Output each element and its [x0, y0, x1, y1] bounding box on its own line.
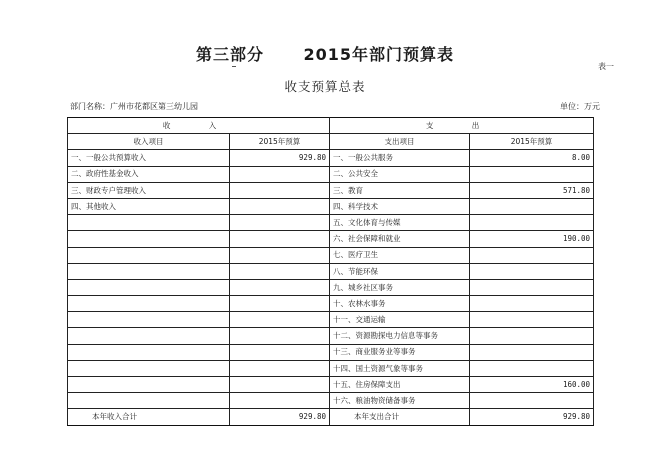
income-item-cell: [68, 279, 230, 295]
income-item-cell: 三、财政专户管理收入: [68, 182, 230, 198]
total-expense-label: 本年支出合计: [330, 409, 470, 425]
expense-item-cell: 七、医疗卫生: [330, 247, 470, 263]
total-income-label: 本年收入合计: [68, 409, 230, 425]
table-row: [68, 215, 594, 231]
table-subtitle: 收支预算总表: [284, 79, 366, 94]
total-expense-amount: 929.80: [470, 409, 594, 425]
income-amount-cell: [230, 296, 330, 312]
expense-amount-cell: [470, 279, 594, 295]
expense-item-cell: 十、农林水事务: [330, 296, 470, 312]
budget-summary-table: [67, 117, 594, 426]
table-row: [68, 344, 594, 360]
expense-amount-cell: [470, 344, 594, 360]
expense-amount-cell: 8.00: [470, 150, 594, 166]
department-line: [70, 101, 198, 112]
total-income-amount: 929.80: [230, 409, 330, 425]
income-amount-cell: [230, 360, 330, 376]
income-amount-cell: [230, 263, 330, 279]
income-amount-cell: [230, 198, 330, 214]
income-amount-cell: [230, 231, 330, 247]
expense-amount-cell: [470, 328, 594, 344]
expense-item-cell: 二、公共安全: [330, 166, 470, 182]
income-amount-cell: [230, 279, 330, 295]
dash-mark: [232, 66, 236, 67]
expense-item-cell: 一、一般公共服务: [330, 150, 470, 166]
income-item-cell: 四、其他收入: [68, 198, 230, 214]
expense-amount-cell: 190.00: [470, 231, 594, 247]
income-item-cell: [68, 344, 230, 360]
income-amount-cell: [230, 344, 330, 360]
column-header-row: [68, 134, 594, 150]
document-title: 第三部分 2015年部门预算表: [196, 45, 454, 64]
income-amount-cell: [230, 215, 330, 231]
section-header-row: [68, 118, 594, 134]
unit-label: 单位：万元: [560, 102, 600, 111]
income-item-cell: [68, 377, 230, 393]
expense-item-cell: 五、文化体育与传媒: [330, 215, 470, 231]
table-number: 表一: [598, 62, 614, 71]
expense-item-cell: 十三、商业服务业等事务: [330, 344, 470, 360]
table-row: [68, 328, 594, 344]
expense-amount-cell: 160.00: [470, 377, 594, 393]
table-row: [68, 312, 594, 328]
expense-item-cell: 四、科学技术: [330, 198, 470, 214]
income-item-cell: [68, 231, 230, 247]
income-section-header: 收 入: [68, 118, 330, 134]
table-row: [68, 263, 594, 279]
department-name: 广州市花都区第三幼儿园: [110, 102, 198, 111]
income-item-cell: [68, 215, 230, 231]
income-item-cell: [68, 360, 230, 376]
expense-amount-cell: [470, 360, 594, 376]
expense-amount-cell: [470, 393, 594, 409]
expense-item-cell: 六、社会保障和就业: [330, 231, 470, 247]
expense-item-cell: 九、城乡社区事务: [330, 279, 470, 295]
expense-section-header: 支 出: [330, 118, 594, 134]
table-row: [68, 231, 594, 247]
income-item-cell: [68, 263, 230, 279]
income-amount-cell: [230, 312, 330, 328]
income-item-cell: 一、一般公共预算收入: [68, 150, 230, 166]
expense-amount-cell: [470, 312, 594, 328]
income-item-cell: [68, 247, 230, 263]
income-item-column-header: 收入项目: [68, 134, 230, 150]
income-amount-cell: [230, 377, 330, 393]
income-item-cell: [68, 296, 230, 312]
expense-amount-cell: [470, 198, 594, 214]
expense-item-cell: 十四、国土资源气象等事务: [330, 360, 470, 376]
table-row: [68, 296, 594, 312]
expense-item-cell: 十五、住房保障支出: [330, 377, 470, 393]
expense-amount-cell: [470, 263, 594, 279]
income-amount-cell: [230, 393, 330, 409]
income-amount-cell: [230, 328, 330, 344]
expense-item-cell: 十一、交通运输: [330, 312, 470, 328]
expense-amount-cell: 571.80: [470, 182, 594, 198]
expense-item-cell: 八、节能环保: [330, 263, 470, 279]
expense-amount-cell: [470, 215, 594, 231]
income-amount-cell: [230, 182, 330, 198]
income-amount-cell: 929.80: [230, 150, 330, 166]
table-row: [68, 150, 594, 166]
table-row: [68, 198, 594, 214]
income-item-cell: [68, 393, 230, 409]
expense-amount-cell: [470, 296, 594, 312]
expense-amount-cell: [470, 247, 594, 263]
expense-item-cell: 十二、资源勘探电力信息等事务: [330, 328, 470, 344]
table-row: [68, 279, 594, 295]
total-row: [68, 409, 594, 425]
income-item-cell: [68, 328, 230, 344]
table-row: [68, 360, 594, 376]
income-amount-cell: [230, 247, 330, 263]
expense-item-cell: 三、教育: [330, 182, 470, 198]
table-row: [68, 377, 594, 393]
expense-item-column-header: 支出项目: [330, 134, 470, 150]
table-row: [68, 182, 594, 198]
table-row: [68, 247, 594, 263]
table-row: [68, 393, 594, 409]
expense-item-cell: 十六、粮油物资储备事务: [330, 393, 470, 409]
income-item-cell: [68, 312, 230, 328]
expense-amount-cell: [470, 166, 594, 182]
income-amount-cell: [230, 166, 330, 182]
table-row: [68, 166, 594, 182]
budget-rows: [68, 150, 594, 409]
department-label: 部门名称：: [70, 102, 110, 111]
income-budget-column-header: 2015年预算: [230, 134, 330, 150]
expense-budget-column-header: 2015年预算: [470, 134, 594, 150]
income-item-cell: 二、政府性基金收入: [68, 166, 230, 182]
